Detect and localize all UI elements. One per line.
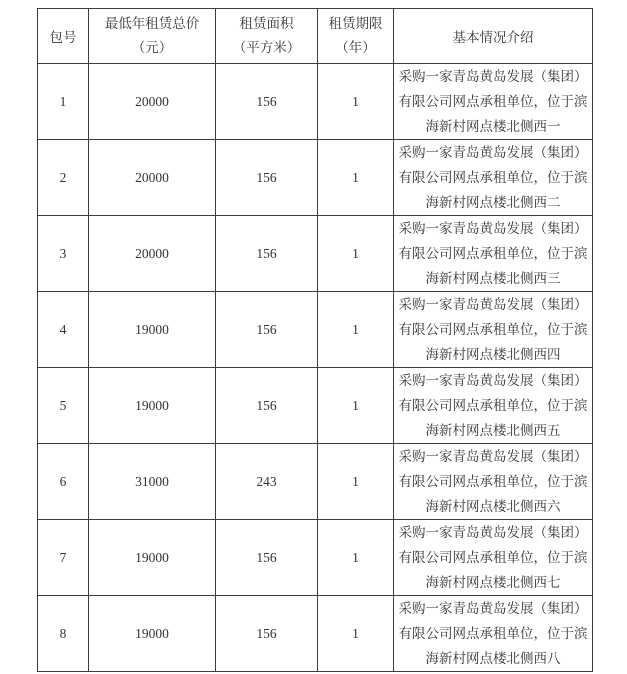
header-min-annual-rent-unit: （元） [131,40,173,55]
description-line-1: 采购一家青岛黄岛发展（集团） [398,221,588,236]
cell-description [394,368,593,444]
cell-description [394,444,593,520]
cell-min-annual-rent: 19000 [89,596,216,672]
table-row [38,368,593,444]
description-line-2: 有限公司网点承租单位，位于滨 [398,94,588,109]
cell-description [394,64,593,140]
description-line-2: 有限公司网点承租单位，位于滨 [398,170,588,185]
header-term-unit: （年） [335,40,376,55]
table-row [38,292,593,368]
description-line-2: 有限公司网点承租单位，位于滨 [398,474,588,489]
table-row [38,64,593,140]
header-area [216,9,318,64]
description-line-3: 海新村网点楼北侧西五 [425,423,561,438]
cell-min-annual-rent: 20000 [89,140,216,216]
cell-term: 1 [318,292,394,368]
header-term [318,9,394,64]
description-line-3: 海新村网点楼北侧西一 [425,119,561,134]
cell-package-no: 1 [38,64,89,140]
cell-term: 1 [318,596,394,672]
description-line-3: 海新村网点楼北侧西七 [425,575,561,590]
header-row [38,9,593,64]
description-line-2: 有限公司网点承租单位，位于滨 [398,246,588,261]
cell-min-annual-rent: 19000 [89,520,216,596]
cell-description [394,292,593,368]
description-line-3: 海新村网点楼北侧西三 [425,271,561,286]
header-min-annual-rent-title: 最低年租赁总价 [104,16,200,31]
cell-term: 1 [318,520,394,596]
cell-area: 156 [216,140,318,216]
description-line-1: 采购一家青岛黄岛发展（集团） [398,69,588,84]
cell-description [394,520,593,596]
cell-area: 156 [216,596,318,672]
cell-term: 1 [318,368,394,444]
table-row [38,596,593,672]
cell-description [394,216,593,292]
header-package-no: 包号 [38,9,89,64]
cell-package-no: 3 [38,216,89,292]
cell-term: 1 [318,444,394,520]
description-line-2: 有限公司网点承租单位，位于滨 [398,322,588,337]
description-line-1: 采购一家青岛黄岛发展（集团） [398,297,588,312]
cell-package-no: 8 [38,596,89,672]
cell-term: 1 [318,216,394,292]
cell-term: 1 [318,64,394,140]
description-line-3: 海新村网点楼北侧西二 [425,195,561,210]
table-row [38,520,593,596]
table-row [38,444,593,520]
cell-area: 156 [216,292,318,368]
cell-area: 243 [216,444,318,520]
description-line-3: 海新村网点楼北侧西八 [425,651,561,666]
cell-package-no: 2 [38,140,89,216]
table-row [38,216,593,292]
cell-min-annual-rent: 19000 [89,292,216,368]
description-line-1: 采购一家青岛黄岛发展（集团） [398,525,588,540]
cell-area: 156 [216,216,318,292]
cell-package-no: 5 [38,368,89,444]
package-table [37,8,593,672]
description-line-2: 有限公司网点承租单位，位于滨 [398,398,588,413]
header-term-title: 租赁期限 [328,16,383,31]
description-line-1: 采购一家青岛黄岛发展（集团） [398,449,588,464]
cell-term: 1 [318,140,394,216]
cell-area: 156 [216,64,318,140]
cell-min-annual-rent: 20000 [89,64,216,140]
description-line-1: 采购一家青岛黄岛发展（集团） [398,601,588,616]
table-body [38,64,593,672]
cell-min-annual-rent: 20000 [89,216,216,292]
header-area-title: 租赁面积 [239,16,294,31]
description-line-3: 海新村网点楼北侧西六 [425,499,561,514]
description-line-2: 有限公司网点承租单位，位于滨 [398,626,588,641]
cell-area: 156 [216,368,318,444]
cell-description [394,140,593,216]
description-line-1: 采购一家青岛黄岛发展（集团） [398,145,588,160]
description-line-1: 采购一家青岛黄岛发展（集团） [398,373,588,388]
cell-package-no: 7 [38,520,89,596]
cell-min-annual-rent: 31000 [89,444,216,520]
cell-package-no: 6 [38,444,89,520]
header-min-annual-rent [89,9,216,64]
description-line-2: 有限公司网点承租单位，位于滨 [398,550,588,565]
cell-area: 156 [216,520,318,596]
cell-min-annual-rent: 19000 [89,368,216,444]
cell-package-no: 4 [38,292,89,368]
table-row [38,140,593,216]
header-area-unit: （平方米） [232,40,301,55]
description-line-3: 海新村网点楼北侧西四 [425,347,561,362]
header-description: 基本情况介绍 [394,9,593,64]
cell-description [394,596,593,672]
